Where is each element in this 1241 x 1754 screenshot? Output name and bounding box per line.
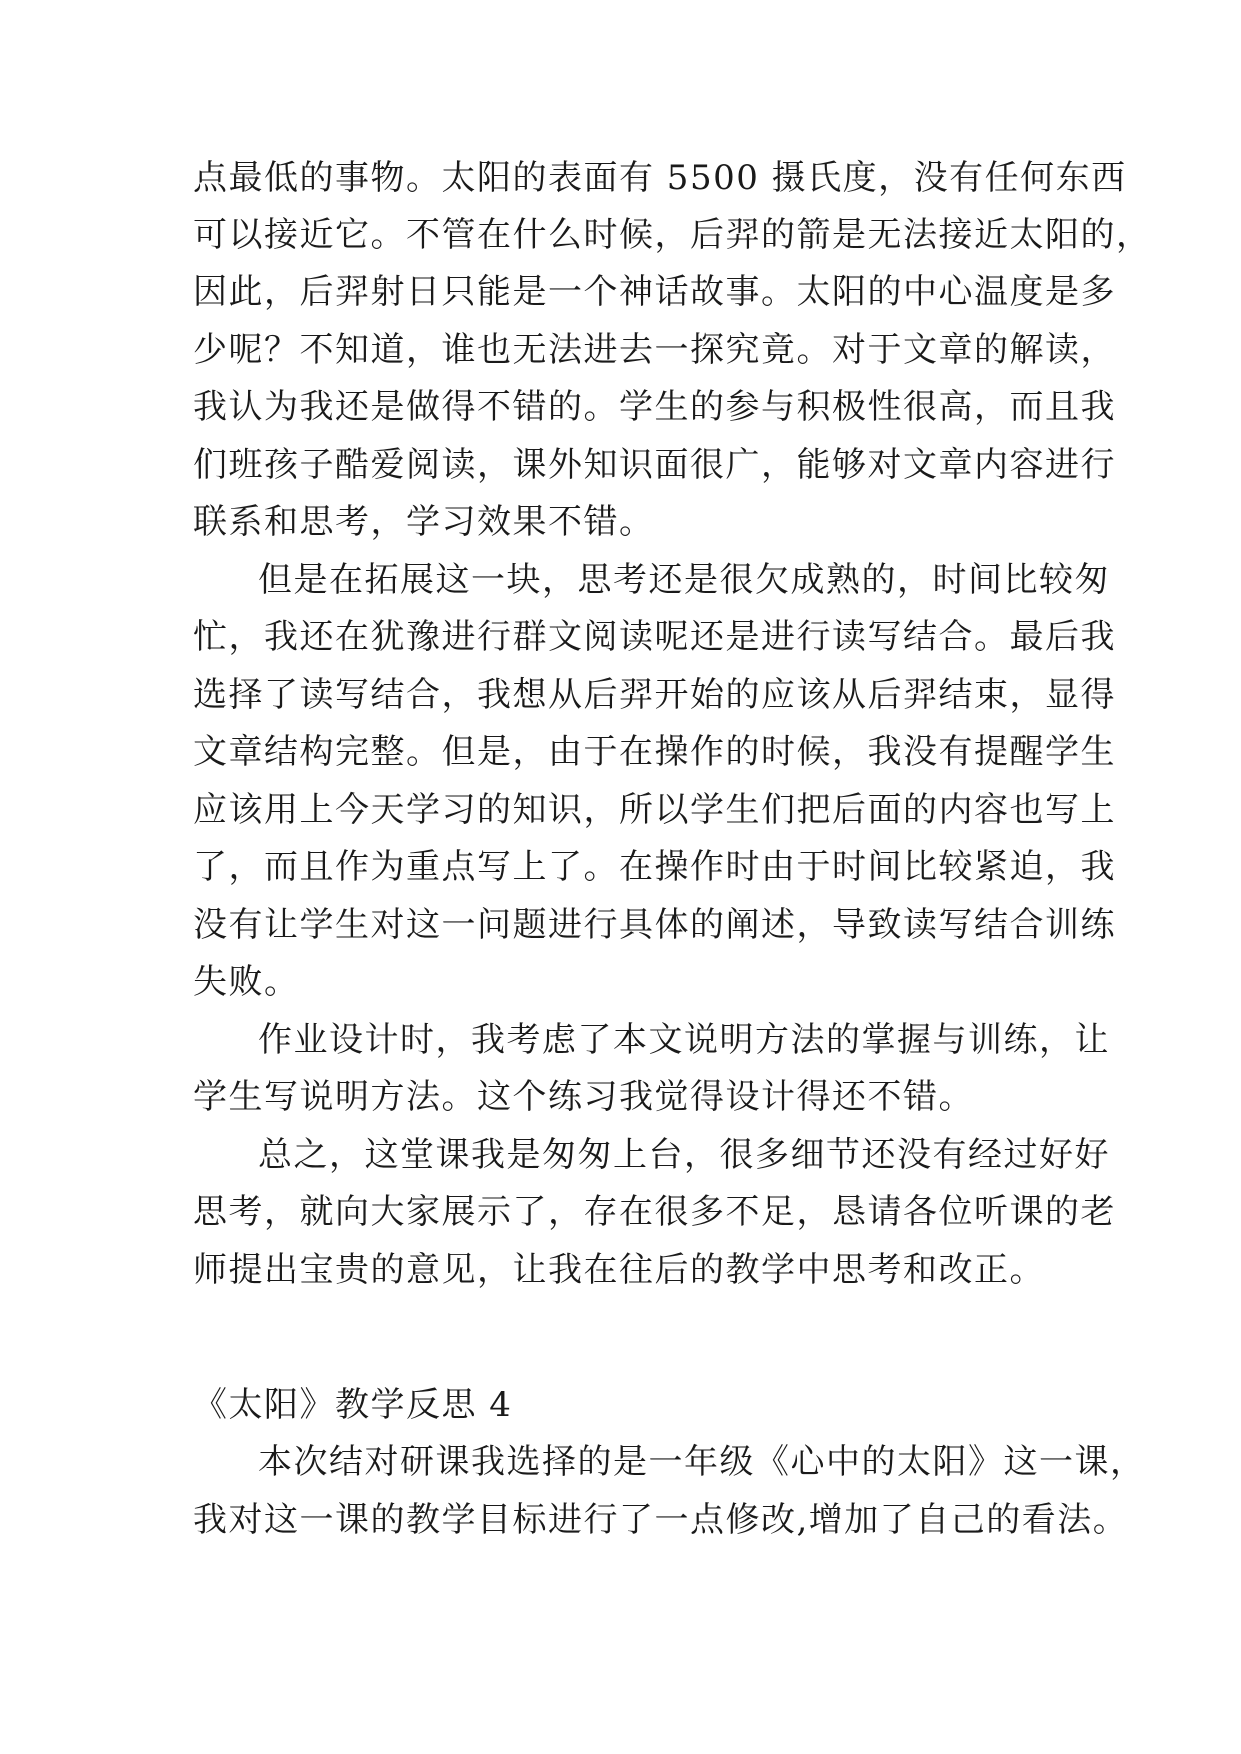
- text-line: 学生写说明方法。这个练习我觉得设计得还不错。: [193, 1077, 974, 1117]
- text-line: 联系和思考，学习效果不错。: [193, 502, 655, 542]
- text-line: 文章结构完整。但是，由于在操作的时候，我没有提醒学生: [193, 732, 1116, 772]
- text-line: 了，而且作为重点写上了。在操作时由于时间比较紧迫，我: [193, 847, 1116, 887]
- text-line: 但是在拓展这一块，思考还是很欠成熟的，时间比较匆: [258, 560, 1110, 600]
- section-heading: 《太阳》教学反思 4: [193, 1385, 513, 1425]
- text-line: 因此，后羿射日只能是一个神话故事。太阳的中心温度是多: [193, 272, 1116, 312]
- text-line: 本次结对研课我选择的是一年级《心中的太阳》这一课，: [258, 1442, 1146, 1482]
- text-line: 师提出宝贵的意见，让我在往后的教学中思考和改正。: [193, 1250, 1045, 1290]
- text-line: 应该用上今天学习的知识，所以学生们把后面的内容也写上: [193, 790, 1116, 830]
- text-line: 可以接近它。不管在什么时候，后羿的箭是无法接近太阳的，: [193, 215, 1152, 255]
- text-line: 总之，这堂课我是匆匆上台，很多细节还没有经过好好: [258, 1135, 1110, 1175]
- text-line: 们班孩子酷爱阅读，课外知识面很广，能够对文章内容进行: [193, 445, 1116, 485]
- text-line: 忙，我还在犹豫进行群文阅读呢还是进行读写结合。最后我: [193, 617, 1116, 657]
- text-line: 少呢？不知道，谁也无法进去一探究竟。对于文章的解读，: [193, 330, 1116, 370]
- text-line: 作业设计时，我考虑了本文说明方法的掌握与训练，让: [258, 1020, 1110, 1060]
- text-line: 我认为我还是做得不错的。学生的参与积极性很高，而且我: [193, 387, 1116, 427]
- text-line: 思考，就向大家展示了，存在很多不足，恳请各位听课的老: [193, 1192, 1116, 1232]
- text-line: 我对这一课的教学目标进行了一点修改,增加了自己的看法。: [193, 1500, 1129, 1540]
- text-line: 失败。: [193, 962, 300, 1002]
- text-line: 点最低的事物。太阳的表面有 5500 摄氏度，没有任何东西: [193, 158, 1127, 198]
- text-line: 选择了读写结合，我想从后羿开始的应该从后羿结束，显得: [193, 675, 1116, 715]
- text-line: 没有让学生对这一问题进行具体的阐述，导致读写结合训练: [193, 905, 1116, 945]
